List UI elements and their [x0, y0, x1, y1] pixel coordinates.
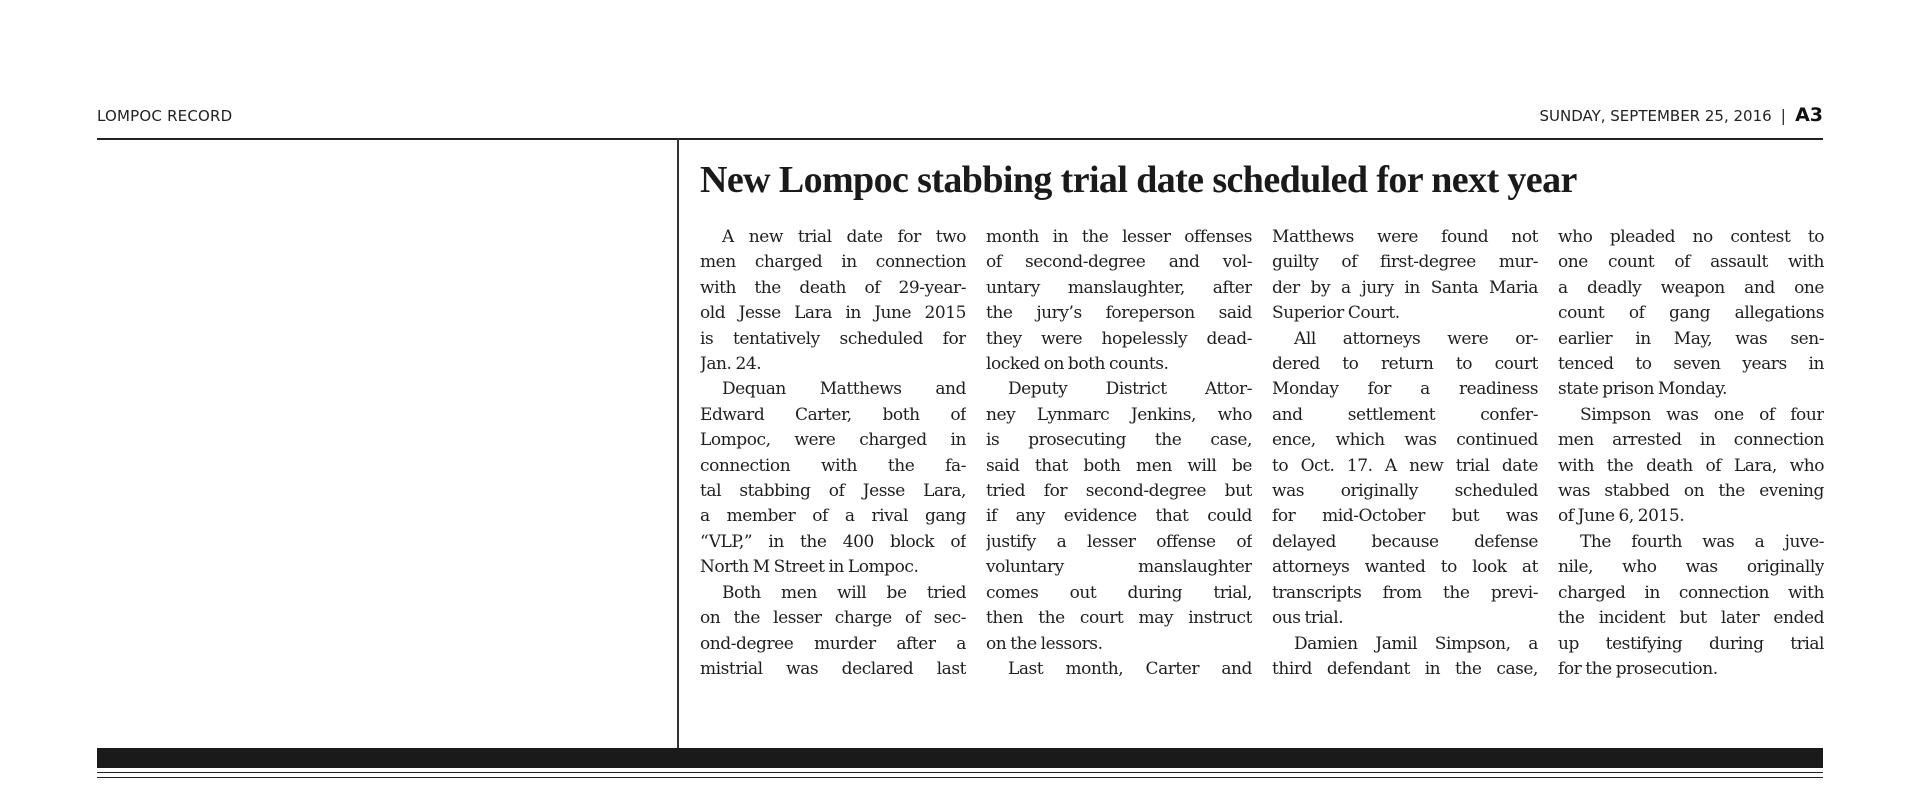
article-line: Both men will be tried	[722, 582, 966, 603]
article-line: ond-degree murder after a	[700, 633, 966, 654]
article-line: Last month, Carter and	[1008, 658, 1252, 679]
article-line: untary manslaughter, after	[986, 277, 1252, 298]
article-line: with the death of 29-year-	[700, 277, 966, 298]
article-line: All attorneys were or-	[1294, 328, 1538, 349]
footer-bar	[97, 748, 1823, 768]
article-line: a member of a rival gang	[700, 506, 966, 527]
article-line: was stabbed on the evening	[1558, 481, 1824, 502]
article-line: connection with the fa-	[700, 455, 966, 476]
article-line: they were hopelessly dead-	[986, 328, 1252, 349]
article-line: is prosecuting the case,	[986, 430, 1252, 451]
article-line: earlier in May, was sen-	[1558, 328, 1824, 349]
article-line: of June 6, 2015.	[1558, 506, 1685, 527]
header-rule	[97, 138, 1823, 140]
article-line: charged in connection with	[1558, 582, 1824, 603]
article-line: delayed because defense	[1272, 531, 1538, 552]
article-line: if any evidence that could	[986, 506, 1252, 527]
article-line: A new trial date for two	[722, 227, 966, 247]
article-line: count of gang allegations	[1558, 303, 1824, 324]
issue-date: SUNDAY, SEPTEMBER 25, 2016	[1539, 107, 1772, 125]
article-column-3	[1272, 225, 1538, 682]
header-separator: |	[1780, 106, 1787, 125]
article-line: Deputy District Attor-	[1008, 379, 1252, 400]
article-line: tried for second-degree but	[986, 481, 1252, 502]
article-line: then the court may instruct	[986, 608, 1252, 629]
article-line: third defendant in the case,	[1272, 658, 1538, 679]
article-line: ous trial.	[1272, 608, 1344, 629]
article-line: mistrial was declared last	[700, 658, 966, 679]
article-line: tenced to seven years in	[1558, 354, 1824, 375]
article-column-1	[700, 225, 966, 682]
article-line: Simpson was one of four	[1580, 404, 1824, 425]
article-line: North M Street in Lompoc.	[700, 557, 919, 578]
article-line: transcripts from the previ-	[1272, 582, 1538, 603]
article-line: ence, which was continued	[1272, 430, 1538, 451]
article-line: to Oct. 17. A new trial date	[1272, 455, 1538, 476]
article-line: up testifying during trial	[1558, 633, 1824, 654]
article-line: is tentatively scheduled for	[700, 328, 966, 349]
column-divider	[677, 138, 679, 750]
article-line: der by a jury in Santa Maria	[1272, 277, 1538, 298]
article-line: The fourth was a juve-	[1580, 531, 1824, 552]
article-line: locked on both counts.	[986, 354, 1169, 375]
article-line: Edward Carter, both of	[700, 404, 966, 425]
article-line: for the prosecution.	[1558, 658, 1718, 679]
footer-rule	[97, 777, 1823, 778]
article-line: nile, who was originally	[1558, 557, 1824, 578]
article-line: was originally scheduled	[1272, 481, 1538, 502]
article-line: justify a lesser offense of	[986, 531, 1252, 552]
article-line: men arrested in connection	[1558, 430, 1824, 451]
article-line: Lompoc, were charged in	[700, 430, 966, 451]
article-line: attorneys wanted to look at	[1272, 557, 1538, 578]
article-line: guilty of first-degree mur-	[1272, 252, 1538, 273]
article-headline: New Lompoc stabbing trial date scheduled for next year	[700, 159, 1577, 201]
article-line: Monday for a readiness	[1272, 379, 1538, 400]
article-line: the incident but later ended	[1558, 608, 1824, 629]
article-line: and settlement confer-	[1272, 404, 1538, 425]
article-line: ney Lynmarc Jenkins, who	[986, 404, 1252, 425]
article-line: men charged in connection	[700, 252, 966, 273]
article-line: a deadly weapon and one	[1558, 277, 1824, 298]
article-line: tal stabbing of Jesse Lara,	[700, 481, 966, 502]
article-line: Damien Jamil Simpson, a	[1294, 633, 1538, 654]
article-body	[700, 225, 1824, 682]
article-line: of second-degree and vol-	[986, 252, 1252, 273]
article-line: Matthews were found not	[1272, 227, 1538, 247]
page-number: A3	[1795, 104, 1823, 126]
page-meta	[1539, 104, 1823, 126]
article-line: comes out during trial,	[986, 582, 1252, 603]
article-line: the jury’s foreperson said	[986, 303, 1252, 324]
footer-rule	[97, 772, 1823, 773]
article-line: Jan. 24.	[700, 354, 762, 375]
article-line: dered to return to court	[1272, 354, 1538, 375]
article-line: on the lessors.	[986, 633, 1103, 654]
article-line: said that both men will be	[986, 455, 1252, 476]
article-line: one count of assault with	[1558, 252, 1824, 273]
article-line: with the death of Lara, who	[1558, 455, 1824, 476]
article-line: who pleaded no contest to	[1558, 227, 1824, 247]
article-line: voluntary manslaughter	[986, 557, 1252, 578]
article-column-4	[1558, 225, 1824, 682]
article-line: old Jesse Lara in June 2015	[700, 303, 966, 324]
article-line: “VLP,” in the 400 block of	[700, 531, 966, 552]
article-line: for mid-October but was	[1272, 506, 1538, 527]
article-line: on the lesser charge of sec-	[700, 608, 966, 629]
publication-name: LOMPOC RECORD	[97, 107, 233, 125]
article-line: state prison Monday.	[1558, 379, 1728, 400]
article-line: Superior Court.	[1272, 303, 1400, 324]
article-column-2	[986, 225, 1252, 682]
article-line: Dequan Matthews and	[722, 379, 966, 400]
article-line: month in the lesser offenses	[986, 227, 1252, 247]
